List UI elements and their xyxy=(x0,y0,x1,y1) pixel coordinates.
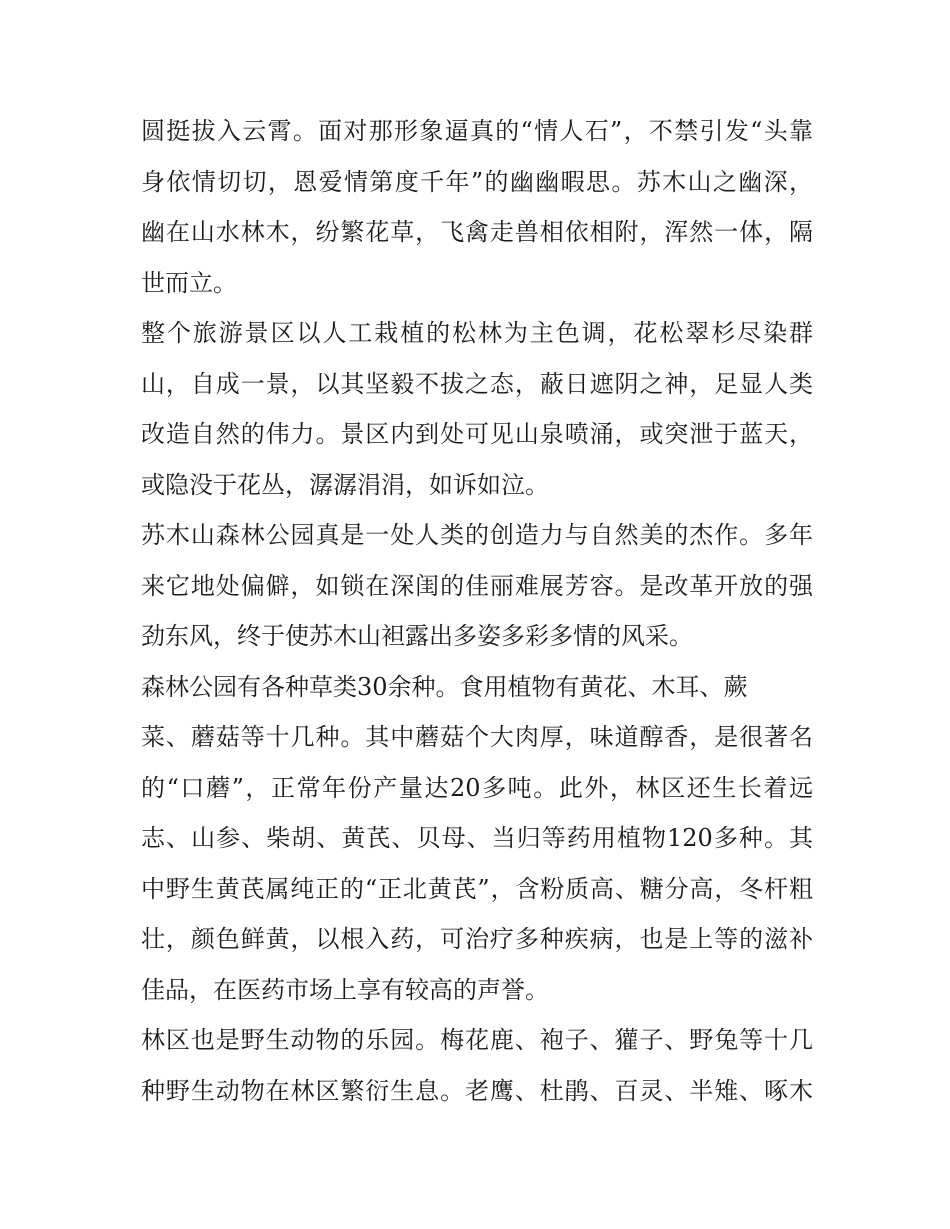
text-line: 壮，颜色鲜黄，以根入药，可治疗多种疾病，也是上等的滋补 xyxy=(141,925,813,953)
paragraph-5 xyxy=(141,1019,813,1120)
text-line: 身依情切切，恩爱情第度千年”的幽幽暇思。苏木山之幽深， xyxy=(141,167,813,196)
text-line: 的“口蘑”，正常年份产量达20多吨。此外，林区还生长着远 xyxy=(141,773,813,802)
body-text xyxy=(141,110,813,1120)
text-line: 幽在山水林木，纷繁花草，飞禽走兽相依相附，浑然一体，隔 xyxy=(141,218,813,246)
text-line: 世而立。 xyxy=(141,268,237,297)
text-line: 苏木山森林公园真是一处人类的创造力与自然美的杰作。多年 xyxy=(141,521,813,549)
text-line: 林区也是野生动物的乐园。梅花鹿、袍子、獾子、野兔等十几 xyxy=(141,1026,813,1054)
paragraph-4 xyxy=(141,666,813,1020)
paragraph-3 xyxy=(141,514,813,666)
text-line: 劲东风，终于使苏木山袒露出多姿多彩多情的风采。 xyxy=(141,622,693,650)
text-line: 佳品，在医药市场上享有较高的声誉。 xyxy=(141,975,549,1004)
text-line: 山，自成一景，以其坚毅不拔之态，蔽日遮阴之神，足显人类 xyxy=(141,369,813,398)
text-line: 森林公园有各种草类30余种。食用植物有黄花、木耳、蕨 xyxy=(141,672,748,701)
text-line: 或隐没于花丛，潺潺涓涓，如诉如泣。 xyxy=(141,470,549,499)
text-line: 来它地处偏僻，如锁在深闺的佳丽难展芳容。是改革开放的强 xyxy=(141,571,813,600)
text-line: 中野生黄芪属纯正的“正北黄芪”，含粉质高、糖分高，冬杆粗 xyxy=(141,874,813,903)
text-line: 种野生动物在林区繁衍生息。老鹰、杜鹃、百灵、半雉、啄木 xyxy=(141,1076,813,1105)
paragraph-2 xyxy=(141,312,813,514)
paragraph-1 xyxy=(141,110,813,312)
text-line: 菜、蘑菇等十几种。其中蘑菇个大肉厚，味道醇香，是很著名 xyxy=(141,723,813,751)
text-line: 志、山参、柴胡、黄芪、贝母、当归等药用植物120多种。其 xyxy=(141,824,813,852)
text-line: 圆挺拔入云霄。面对那形象逼真的“情人石”，不禁引发“头靠 xyxy=(141,117,813,145)
text-line: 改造自然的伟力。景区内到处可见山泉喷涌，或突泄于蓝天， xyxy=(141,420,813,448)
text-line: 整个旅游景区以人工栽植的松林为主色调，花松翠杉尽染群 xyxy=(141,319,813,347)
